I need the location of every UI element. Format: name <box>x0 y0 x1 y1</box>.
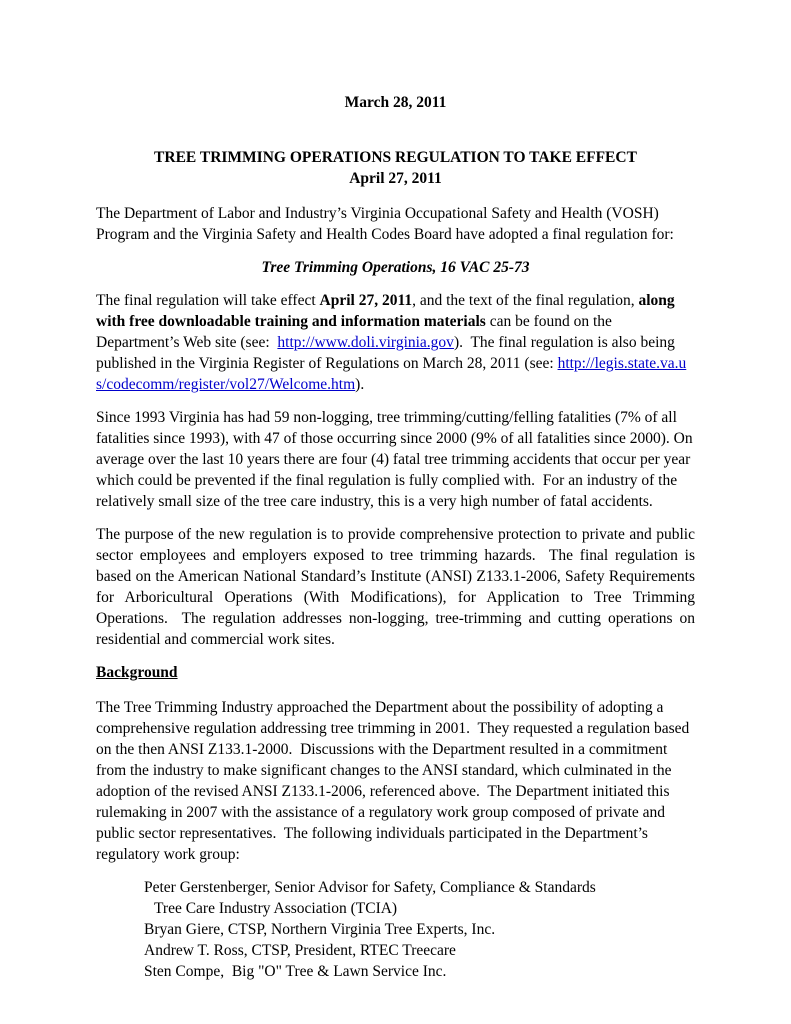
work-group-member: Sten Compe, Big "O" Tree & Lawn Service Inc. <box>144 963 447 980</box>
effective-date-bold: April 27, 2011 <box>319 292 413 309</box>
background-paragraph: The Tree Trimming Industry approached the Department about the possibility of adopting a comprehensive regulation addressing tree trimming in 2001. They requested a regulation based on the then ANSI Z133.1-2000. Discussions with the Department resulted in a commitment from the industry to make significant changes to the ANSI standard, which culminated in the adoption of the revised ANSI Z133.1-2006, referenced above. The Department initiated this rulemaking in 2007 with the assistance of a regulatory work group composed of private and public sector representatives. The following individuals participated in the Department’s regulatory work group: <box>96 699 694 863</box>
title-line-2: April 27, 2011 <box>349 170 442 187</box>
fatalities-paragraph: Since 1993 Virginia has had 59 non-logging, tree trimming/cutting/felling fatalities (7% of all fatalities since 1993), with 47 of those occurring since 2000 (9% of all fatalities since 2000). On average over the last 10 years there are four (4) fatal tree trimming accidents that occur per year which could be prevented if the final regulation is fully complied with. For an industry of the relatively small size of the tree care industry, this is a very high number of fatal accidents. <box>96 409 697 510</box>
virginia-register-link[interactable]: http://legis.state.va.us/codecomm/register/vol27/Welcome.htm <box>96 355 687 393</box>
effective-seg-1: The final regulation will take effect <box>96 292 320 309</box>
work-group-member: Bryan Giere, CTSP, Northern Virginia Tree Experts, Inc. <box>144 921 496 938</box>
effective-date-paragraph <box>96 290 695 395</box>
purpose-paragraph: The purpose of the new regulation is to provide comprehensive protection to private and public sector employees and employers exposed to tree trimming hazards. The final regulation is based on the American National Standard’s Institute (ANSI) Z133.1-2006, Safety Requirements for Arboricultural Operations (With Modifications), for Application to Tree Trimming Operations. The regulation addresses non-logging, tree-trimming and cutting operations on residential and commercial work sites. <box>96 526 699 648</box>
effective-seg-4: ). The final regulation is also being published in the Virginia Register of Regulations on March 28, 2011 (see: <box>96 334 679 372</box>
background-heading: Background <box>96 664 178 681</box>
work-group-member: Peter Gerstenberger, Senior Advisor for Safety, Compliance & Standards <box>144 879 596 896</box>
effective-seg-3: can be found on the Department’s Web site (see: <box>96 313 616 351</box>
effective-seg-2: , and the text of the final regulation, <box>412 292 639 309</box>
regulation-name: Tree Trimming Operations, 16 VAC 25-73 <box>261 259 530 276</box>
document-title <box>96 147 695 189</box>
work-group-member-org: Tree Care Industry Association (TCIA) <box>154 900 398 917</box>
intro-paragraph: The Department of Labor and Industry’s Virginia Occupational Safety and Health (VOSH) Program and the Virginia Safety and Health Codes Board have adopted a final regulation for: <box>96 205 674 243</box>
work-group-list <box>96 877 695 982</box>
materials-bold: along with free downloadable training and information materials <box>96 292 679 330</box>
document-date: March 28, 2011 <box>344 94 447 111</box>
work-group-member: Andrew T. Ross, CTSP, President, RTEC Treecare <box>144 942 456 959</box>
title-line-1: TREE TRIMMING OPERATIONS REGULATION TO TAKE EFFECT <box>154 149 637 166</box>
doli-website-link[interactable]: http://www.doli.virginia.gov <box>277 334 454 351</box>
effective-seg-5: ). <box>355 376 365 393</box>
